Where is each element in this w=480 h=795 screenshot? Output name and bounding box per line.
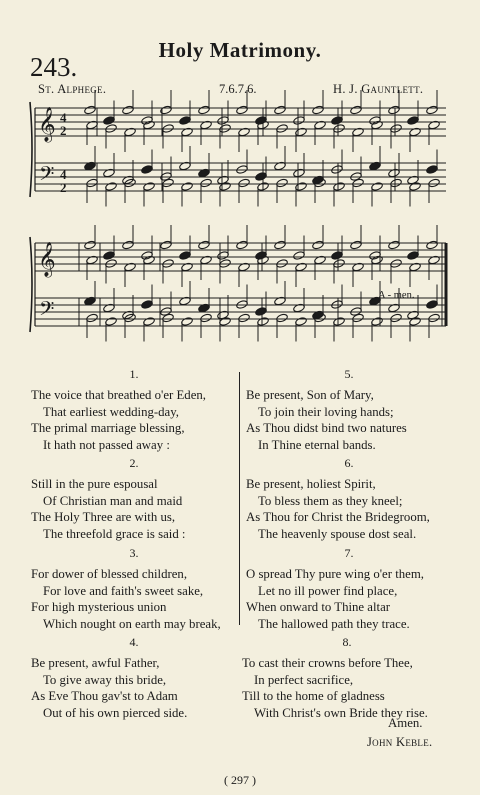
stanza-line: Till to the home of gladness: [242, 689, 385, 704]
note-head: [143, 317, 156, 327]
stanza-line: The primal marriage blessing,: [31, 421, 185, 436]
stanza-4: [31, 634, 237, 721]
note-head: [293, 251, 306, 261]
note-head: [390, 259, 403, 269]
time-signature-bottom: 2: [60, 180, 67, 195]
time-signature-top: 4: [60, 167, 67, 182]
note-head: [371, 182, 384, 192]
note-head: [141, 300, 154, 310]
note-head: [350, 105, 363, 115]
note-head: [162, 313, 175, 323]
amen-text: Amen.: [388, 716, 423, 730]
stanza-2: [31, 455, 237, 542]
treble-clef: 𝄞: [38, 107, 56, 142]
note-head: [333, 124, 346, 134]
note-head: [352, 313, 365, 323]
note-head: [333, 317, 346, 327]
note-head: [276, 259, 289, 269]
note-head: [333, 259, 346, 269]
note-head: [198, 240, 211, 250]
stanza-number: 1.: [129, 367, 139, 381]
note-head: [238, 178, 251, 188]
note-head: [105, 259, 118, 269]
treble-clef: 𝄞: [38, 242, 56, 277]
note-head: [333, 182, 346, 192]
note-head: [219, 259, 232, 269]
note-head: [179, 251, 192, 261]
note-head: [428, 313, 441, 323]
stanza-line: Of Christian man and maid: [43, 493, 183, 508]
stanza-line: The heavenly spouse dost seal.: [258, 526, 417, 541]
stanza-line: When onward to Thine altar: [246, 600, 391, 615]
stanza-line: Be present, awful Father,: [31, 656, 160, 671]
stanza-line: The Holy Three are with us,: [31, 510, 176, 525]
stanza-line: Still in the pure espousal: [31, 477, 158, 492]
note-head: [236, 300, 249, 310]
stanza-line: For high mysterious union: [31, 600, 167, 615]
stanza-7: [246, 545, 452, 632]
note-head: [331, 165, 344, 175]
time-signature-bottom: 2: [60, 123, 67, 138]
stanza-line: The hallowed path they trace.: [258, 616, 410, 631]
note-head: [331, 300, 344, 310]
system-brace: [30, 237, 32, 332]
note-head: [84, 105, 97, 115]
stanza-line: To bless them as they kneel;: [258, 493, 403, 508]
note-head: [426, 300, 439, 310]
composer: H. J. Gauntlett.: [333, 82, 424, 96]
page-number: ( 297 ): [224, 773, 256, 787]
note-head: [390, 124, 403, 134]
note-head: [352, 178, 365, 188]
note-head: [181, 317, 194, 327]
note-head: [426, 165, 439, 175]
bass-clef: 𝄢: [39, 162, 55, 190]
stanza-line: As Thou didst bind two natures: [246, 421, 407, 436]
note-head: [217, 251, 230, 261]
note-head: [388, 240, 401, 250]
stanza-number: 7.: [344, 546, 354, 560]
note-head: [122, 105, 135, 115]
note-head: [409, 182, 422, 192]
note-head: [143, 182, 156, 192]
stanza-number: 6.: [344, 456, 354, 470]
stanza-number: 5.: [344, 367, 354, 381]
note-head: [179, 116, 192, 126]
stanza-line: The voice that breathed o'er Eden,: [31, 388, 206, 403]
note-head: [255, 172, 268, 182]
hymn-title: Holy Matrimony.: [158, 38, 322, 62]
stanza-line: Be present, Son of Mary,: [246, 388, 374, 403]
note-head: [105, 182, 118, 192]
note-head: [141, 251, 154, 261]
stanza-6: [246, 455, 452, 542]
note-head: [407, 116, 420, 126]
note-head: [371, 317, 384, 327]
note-head: [331, 116, 344, 126]
stanza-3: [31, 545, 237, 632]
note-head: [255, 116, 268, 126]
time-signature-top: 4: [60, 110, 67, 125]
stanza-line: In Thine eternal bands.: [258, 437, 376, 452]
stanza-8: [242, 634, 452, 721]
note-head: [350, 240, 363, 250]
note-head: [236, 240, 249, 250]
tune-name: St. Alphege.: [38, 82, 107, 96]
stanza-line: To cast their crowns before Thee,: [242, 656, 413, 671]
note-head: [312, 240, 325, 250]
hymn-number: 243.: [30, 52, 78, 82]
stanza-number: 4.: [129, 635, 139, 649]
stanza-line: As Thou for Christ the Bridegroom,: [246, 510, 430, 525]
note-head: [295, 317, 308, 327]
note-head: [103, 251, 116, 261]
meter: 7.6.7.6.: [219, 82, 257, 96]
stanza-line: It hath not passed away :: [43, 437, 170, 452]
note-head: [255, 307, 268, 317]
stanza-line: In perfect sacrifice,: [254, 672, 354, 687]
note-head: [236, 105, 249, 115]
note-head: [219, 317, 232, 327]
note-head: [388, 105, 401, 115]
note-head: [105, 124, 118, 134]
author: John Keble.: [367, 735, 433, 749]
note-head: [160, 240, 173, 250]
note-head: [86, 178, 99, 188]
stanza-number: 2.: [129, 456, 139, 470]
note-head: [219, 182, 232, 192]
stanza-line: The threefold grace is said :: [43, 526, 186, 541]
note-head: [122, 240, 135, 250]
note-head: [426, 105, 439, 115]
note-head: [200, 178, 213, 188]
note-head: [86, 313, 99, 323]
note-head: [181, 182, 194, 192]
stanza-line: O spread Thy pure wing o'er them,: [246, 567, 424, 582]
note-head: [428, 178, 441, 188]
note-head: [274, 240, 287, 250]
note-head: [238, 313, 251, 323]
note-head: [409, 317, 422, 327]
note-head: [276, 178, 289, 188]
note-head: [407, 251, 420, 261]
stanza-number: 8.: [342, 635, 352, 649]
column-divider: [239, 372, 240, 625]
note-head: [257, 317, 270, 327]
stanza-line: With Christ's own Bride they rise.: [254, 705, 428, 720]
stanza-line: Which nought on earth may break,: [43, 616, 221, 631]
note-head: [141, 165, 154, 175]
stanza-5: [246, 366, 452, 453]
note-head: [390, 178, 403, 188]
system-brace: [30, 102, 32, 197]
note-head: [426, 240, 439, 250]
note-head: [274, 105, 287, 115]
note-head: [369, 116, 382, 126]
note-head: [103, 116, 116, 126]
note-head: [276, 313, 289, 323]
note-head: [255, 251, 268, 261]
note-head: [276, 124, 289, 134]
stanza-line: Out of his own pierced side.: [43, 705, 188, 720]
note-head: [162, 178, 175, 188]
note-head: [236, 165, 249, 175]
note-head: [200, 313, 213, 323]
note-head: [369, 251, 382, 261]
stanza-line: For love and faith's sweet sake,: [43, 583, 204, 598]
stanza-line: Let no ill power find place,: [258, 583, 398, 598]
amen-music-label: A - men.: [378, 290, 415, 301]
stanza-line: To join their loving hands;: [258, 404, 394, 419]
note-head: [162, 259, 175, 269]
note-head: [198, 105, 211, 115]
stanza-line: As Eve Thou gav'st to Adam: [31, 689, 178, 704]
note-head: [312, 105, 325, 115]
note-head: [331, 251, 344, 261]
stanza-line: To give away this bride,: [43, 672, 167, 687]
note-head: [295, 182, 308, 192]
stanza-line: Be present, holiest Spirit,: [246, 477, 376, 492]
note-head: [293, 116, 306, 126]
note-head: [162, 124, 175, 134]
stanza-number: 3.: [129, 546, 139, 560]
stanza-1: [31, 366, 237, 453]
note-head: [390, 313, 403, 323]
note-head: [141, 116, 154, 126]
note-head: [84, 240, 97, 250]
note-head: [217, 116, 230, 126]
bass-clef: 𝄢: [39, 297, 55, 325]
stanza-line: For dower of blessed children,: [31, 567, 188, 582]
stanza-line: That earliest wedding-day,: [43, 404, 179, 419]
note-head: [219, 124, 232, 134]
note-head: [105, 317, 118, 327]
